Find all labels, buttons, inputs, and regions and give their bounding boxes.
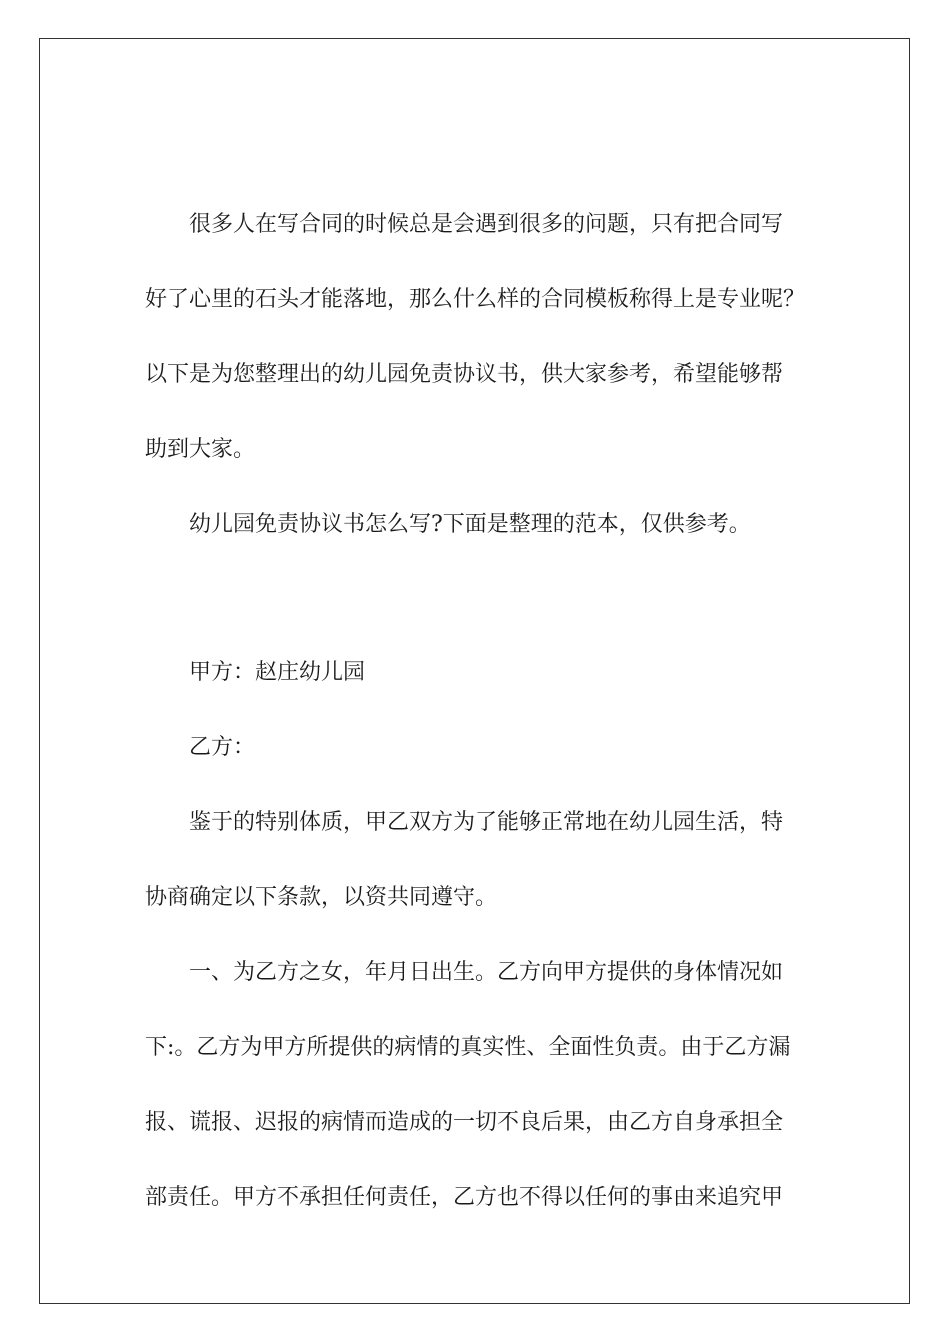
paragraph-howto [145, 487, 810, 562]
text-line: 好了心里的石头才能落地，那么什么样的合同模板称得上是专业呢？ [145, 287, 806, 312]
text-line: 幼儿园免责协议书怎么写?下面是整理的范本，仅供参考。 [189, 512, 751, 537]
party-a [145, 635, 810, 710]
text-line: 助到大家。 [145, 437, 256, 462]
text-line: 鉴于的特别体质，甲乙双方为了能够正常地在幼儿园生活，特 [189, 810, 784, 835]
text-line: 一、为乙方之女，年月日出生。乙方向甲方提供的身体情况如 [189, 960, 784, 985]
paragraph-preamble [145, 785, 810, 935]
text-line: 乙方： [189, 735, 256, 760]
party-b [145, 710, 810, 785]
text-line: 部责任。甲方不承担任何责任，乙方也不得以任何的事由来追究甲 [145, 1185, 784, 1210]
text-line: 协商确定以下条款，以资共同遵守。 [145, 885, 498, 910]
text-line: 以下是为您整理出的幼儿园免责协议书，供大家参考，希望能够帮 [145, 362, 784, 387]
text-line: 甲方：赵庄幼儿园 [189, 660, 366, 685]
text-line: 很多人在写合同的时候总是会遇到很多的问题，只有把合同写 [189, 212, 784, 237]
paragraph-intro [145, 187, 810, 487]
clause-1 [145, 935, 810, 1235]
text-line: 报、谎报、迟报的病情而造成的一切不良后果，由乙方自身承担全 [145, 1110, 784, 1135]
text-line: 下:。乙方为甲方所提供的病情的真实性、全面性负责。由于乙方漏 [145, 1035, 791, 1060]
